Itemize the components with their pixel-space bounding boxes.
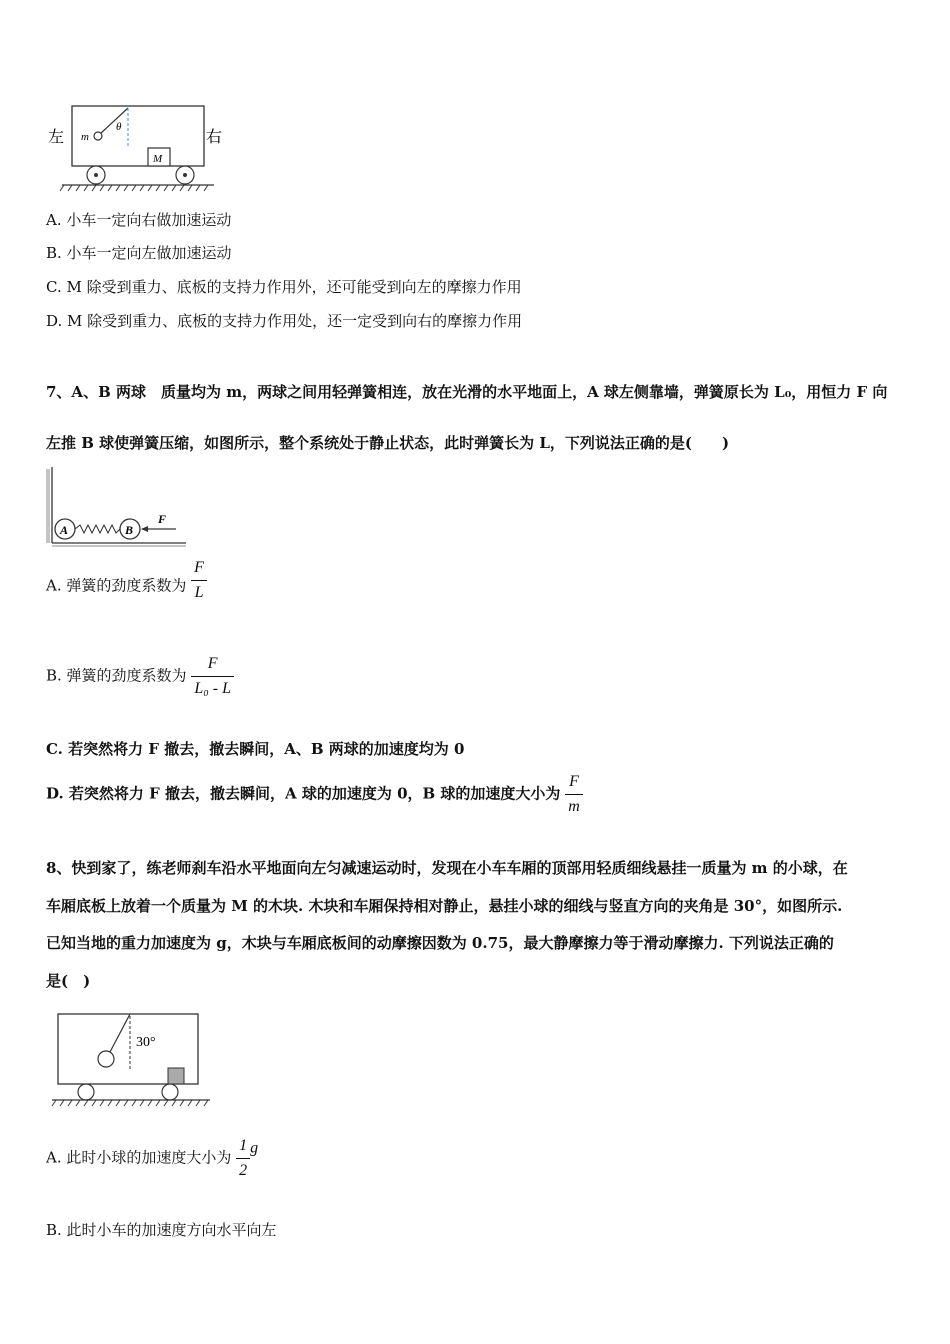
q8-stem-line3: 已知当地的重力加速度为 g，木块与车厢底板间的动摩擦因数为 0.75，最大静摩擦力等于滑动摩擦力. 下列说法正确的 — [46, 934, 834, 952]
angle-label: 30° — [136, 1035, 156, 1050]
wheel — [162, 1084, 178, 1100]
theta-label: θ — [116, 121, 122, 133]
denominator: m — [568, 798, 580, 815]
denominator: L — [194, 584, 204, 601]
q7-stem-line2: 左推 B 球使弹簧压缩，如图所示，整个系统处于静止状态，此时弹簧长为 L，下列说法正确的是( ) — [46, 434, 730, 452]
M-label: M — [153, 153, 163, 165]
left-label: 左 — [48, 129, 65, 146]
fraction — [565, 772, 583, 817]
q8-option-b: B. 此时小车的加速度方向水平向左 — [46, 1221, 277, 1239]
q7-option-d-text: D. 若突然将力 F 撤去，撤去瞬间，A 球的加速度为 0，B 球的加速度大小为 — [46, 784, 561, 803]
spring — [75, 525, 120, 533]
hanging-ball — [98, 1051, 114, 1067]
right-label: 右 — [206, 129, 223, 146]
q6-option-b: B. 小车一定向左做加速运动 — [46, 244, 232, 262]
q7-option-a — [46, 559, 207, 603]
q8-stem-line2: 车厢底板上放着一个质量为 M 的木块. 木块和车厢保持相对静止，悬挂小球的细线与竖直方向的夹角是 30°，如图所示. — [46, 897, 843, 915]
spring-balls-figure — [44, 465, 194, 550]
fraction — [191, 558, 207, 603]
numerator: F — [565, 772, 583, 795]
wooden-block — [168, 1068, 184, 1084]
wheel — [78, 1084, 94, 1100]
q6-option-c: C. M 除受到重力、底板的支持力作用外，还可能受到向左的摩擦力作用 — [46, 278, 522, 296]
ball-a-label: A — [60, 523, 69, 537]
q7-option-a-text: A. 弹簧的劲度系数为 — [46, 576, 187, 595]
q7-stem-line1: 7、A、B 两球 质量均为 m，两球之间用轻弹簧相连，放在光滑的水平地面上，A 球左侧靠墙，弹簧原长为 L₀，用恒力 F 向 — [46, 383, 888, 401]
braking-cart-figure — [48, 1010, 218, 1110]
q7-option-c: C. 若突然将力 F 撤去，撤去瞬间，A、B 两球的加速度均为 0 — [46, 740, 465, 758]
numerator: 1 — [236, 1136, 250, 1159]
q7-option-b-text: B. 弹簧的劲度系数为 — [46, 666, 187, 685]
fraction — [191, 654, 234, 699]
cart-pendulum-figure — [44, 96, 234, 196]
q7-option-d — [46, 772, 583, 817]
q8-stem-line4: 是( ) — [46, 972, 91, 990]
denominator: 2 — [239, 1162, 248, 1179]
ball-b-label: B — [125, 523, 134, 537]
fraction — [236, 1136, 250, 1181]
q8-option-a-text: A. 此时小球的加速度大小为 — [46, 1148, 232, 1167]
numerator: F — [191, 558, 207, 581]
q7-option-b — [46, 654, 234, 699]
q6-option-d: D. M 除受到重力、底板的支持力作用处，还一定受到向右的摩擦力作用 — [46, 312, 523, 330]
denominator: L₀ - L — [194, 680, 232, 697]
g-symbol: g — [250, 1139, 259, 1157]
q8-option-a — [46, 1136, 258, 1181]
numerator: F — [191, 654, 234, 677]
pendulum-ball — [94, 132, 102, 140]
q8-stem-line1: 8、快到家了，练老师刹车沿水平地面向左匀减速运动时，发现在小车车厢的顶部用轻质细线悬挂一质量为 m 的小球，在 — [46, 859, 848, 877]
force-label: F — [158, 512, 167, 526]
m-label: m — [81, 131, 89, 143]
q6-option-a: A. 小车一定向右做加速运动 — [46, 211, 232, 229]
